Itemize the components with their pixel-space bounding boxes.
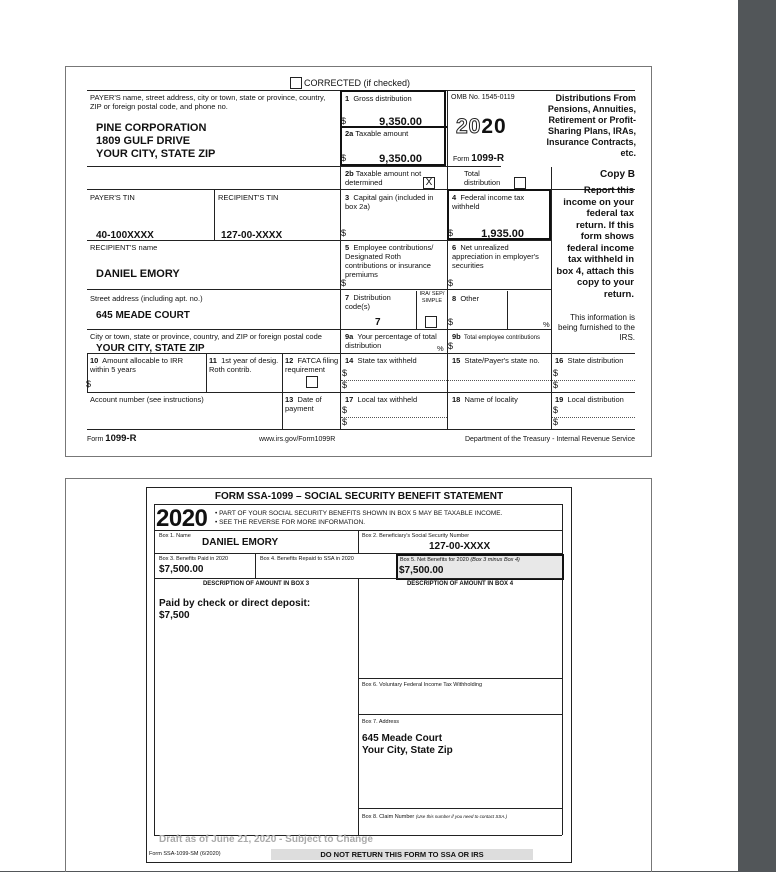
box12-label: 12 FATCA filing requirement (285, 356, 339, 374)
corrected-checkbox[interactable] (290, 77, 302, 89)
box2b-label: 2b Taxable amount not determined (345, 169, 422, 187)
box2b-checkbox[interactable]: X (423, 177, 435, 189)
box7-label: 7 Distribution code(s) (345, 293, 391, 311)
box14-dollar-2: $ (342, 380, 348, 390)
box2a-dollar: $ (341, 153, 347, 163)
ssa-draft-watermark: Draft as of June 21, 2020 - Subject to Change (159, 834, 373, 845)
footer-department: Department of the Treasury - Internal Revenue Service (464, 436, 635, 443)
ssa-form-id: Form SSA-1099-SM (6/2020) (149, 851, 221, 857)
street-address: 645 MEADE COURT (96, 310, 190, 321)
box3-dollar: $ (341, 228, 347, 238)
ssa-box1-label: Box 1. Name (159, 533, 191, 539)
box14-dollar-1: $ (342, 368, 348, 378)
box4-value: 1,935.00 (481, 228, 524, 240)
form-ssa1099 (146, 487, 572, 863)
ssa-desc4-label: DESCRIPTION OF AMOUNT IN BOX 4 (406, 581, 514, 587)
ssa-box4-label: Box 4. Benefits Repaid to SSA in 2020 (260, 556, 354, 562)
footer-form-id: Form 1099-R (87, 433, 137, 444)
copy-instructions: Report this income on your federal tax return. If this form shows federal income tax withheld in box 4, attach this copy to your return. (556, 185, 634, 300)
box8-dollar: $ (448, 317, 454, 327)
ssa-box6-label: Box 6. Voluntary Federal Income Tax Withholding (362, 682, 483, 688)
ssa-ssn: 127-00-XXXX (429, 541, 491, 552)
footer-url: www.irs.gov/Form1099R (259, 436, 336, 443)
box4-dollar: $ (448, 228, 454, 238)
city-label: City or town, state or province, country, and ZIP or foreign postal code (90, 332, 322, 341)
form-id-top: Form 1099-R (453, 153, 505, 164)
box1-value: 9,350.00 (379, 116, 422, 128)
box17-dollar-2: $ (342, 417, 348, 427)
recipient-name: DANIEL EMORY (96, 268, 180, 280)
box2a-label: 2a Taxable amount (345, 129, 409, 138)
ssa-note-1: • PART OF YOUR SOCIAL SECURITY BENEFITS SHOWN IN BOX 5 MAY BE TAXABLE INCOME. (215, 510, 503, 517)
copy-label: Copy B (600, 169, 635, 180)
ssa-address-2: Your City, State Zip (362, 745, 453, 756)
box5-dollar: $ (341, 278, 347, 288)
recipient-tin-label: RECIPIENT'S TIN (218, 193, 279, 202)
payer-label: PAYER'S name, street address, city or town, state or province, country, ZIP or foreign postal code, and phone no. (90, 93, 326, 111)
ira-sep-simple-label: IRA/ SEP/ SIMPLE (419, 291, 445, 304)
payer-name: PINE CORPORATION (96, 122, 207, 134)
box6-label: 6 Net unrealized appreciation in employer's securities (452, 243, 539, 270)
box14-label: 14 State tax withheld (345, 356, 417, 365)
box6-dollar: $ (448, 278, 454, 288)
ssa-desc3-line1: Paid by check or direct deposit: (159, 598, 311, 609)
ssa-note-2: • SEE THE REVERSE FOR MORE INFORMATION. (215, 519, 366, 526)
box13-label: 13 Date of payment (285, 395, 322, 413)
omb-number: OMB No. 1545-0119 (451, 94, 515, 101)
corrected-label: CORRECTED (if checked) (304, 78, 411, 88)
box18-label: 18 Name of locality (452, 395, 518, 404)
furnished-notice: This information is being furnished to the IRS. (558, 313, 635, 342)
payer-tin: 40-100XXXX (96, 230, 154, 241)
box8-label: 8 Other (452, 294, 480, 303)
payer-tin-label: PAYER'S TIN (90, 193, 135, 202)
box2a-value: 9,350.00 (379, 153, 422, 165)
payer-city: YOUR CITY, STATE ZIP (96, 148, 216, 160)
ssa-box3-label: Box 3. Benefits Paid in 2020 (159, 556, 229, 562)
ssa-box7-label: Box 7. Address (362, 719, 399, 725)
box17-dollar-1: $ (342, 405, 348, 415)
box16-label: 16 State distribution (555, 356, 624, 365)
box19-dollar-2: $ (553, 417, 559, 427)
box3-label: 3 Capital gain (included in box 2a) (345, 193, 434, 211)
box9a-label: 9a Your percentage of total distribution (345, 332, 437, 350)
box8-percent: % (543, 320, 550, 329)
ssa-box5-value: $7,500.00 (399, 565, 444, 576)
total-distribution-label: Total distribution (464, 169, 501, 187)
box15-label: 15 State/Payer's state no. (452, 356, 540, 365)
recipient-tin: 127-00-XXXX (221, 230, 283, 241)
box9a-percent: % (437, 344, 444, 353)
form-1099r (65, 66, 652, 457)
box4-label: 4 Federal income tax withheld (452, 193, 525, 211)
ssa-title: FORM SSA-1099 – SOCIAL SECURITY BENEFIT STATEMENT (214, 491, 504, 502)
tax-year: 2020 (456, 115, 507, 138)
recipient-name-label: RECIPIENT'S name (90, 243, 158, 252)
box9b-dollar: $ (448, 341, 454, 351)
ira-sep-simple-checkbox[interactable] (425, 316, 437, 328)
box1-label: 1 Gross distribution (345, 94, 412, 103)
ssa-do-not-return: DO NOT RETURN THIS FORM TO SSA OR IRS (271, 849, 533, 860)
box1-dollar: $ (341, 116, 347, 126)
recipient-city: YOUR CITY, STATE ZIP (96, 343, 205, 354)
ssa-desc3-label: DESCRIPTION OF AMOUNT IN BOX 3 (202, 581, 310, 587)
box9b-label: 9b Total employee contributions (452, 332, 541, 341)
box19-dollar-1: $ (553, 405, 559, 415)
fatca-checkbox[interactable] (306, 376, 318, 388)
box10-dollar: $ (86, 379, 92, 389)
box5-label: 5 Employee contributions/ Designated Roth contributions or insurance premiums (345, 243, 434, 279)
ssa-name: DANIEL EMORY (202, 537, 279, 548)
box16-dollar-2: $ (553, 380, 559, 390)
ssa-desc3-line2: $7,500 (159, 610, 190, 621)
street-label: Street address (including apt. no.) (90, 294, 203, 303)
ssa-box5-label: Box 5. Net Benefits for 2020 (Box 3 minus Box 4) (400, 557, 520, 563)
ssa-year: 2020 (156, 505, 208, 532)
box17-label: 17 Local tax withheld (345, 395, 418, 404)
ssa-box8-label: Box 8. Claim Number (Use this number if you need to contact SSA.) (362, 814, 508, 820)
box7-value: 7 (375, 317, 381, 328)
payer-street: 1809 GULF DRIVE (96, 135, 191, 147)
ssa-box2-label: Box 2. Beneficiary's Social Security Number (362, 533, 470, 539)
form-title: Distributions From Pensions, Annuities, Retirement or Profit-Sharing Plans, IRAs, Insurance Contracts, etc. (546, 93, 636, 158)
account-number-label: Account number (see instructions) (90, 395, 204, 404)
box19-label: 19 Local distribution (555, 395, 624, 404)
ssa-box3-value: $7,500.00 (159, 564, 204, 575)
total-distribution-checkbox[interactable] (514, 177, 526, 189)
box16-dollar-1: $ (553, 368, 559, 378)
box11-label: 11 1st year of desig. Roth contrib. (209, 356, 279, 374)
box10-label: 10 Amount allocable to IRR within 5 years (90, 356, 183, 374)
ssa-address-1: 645 Meade Court (362, 733, 443, 744)
